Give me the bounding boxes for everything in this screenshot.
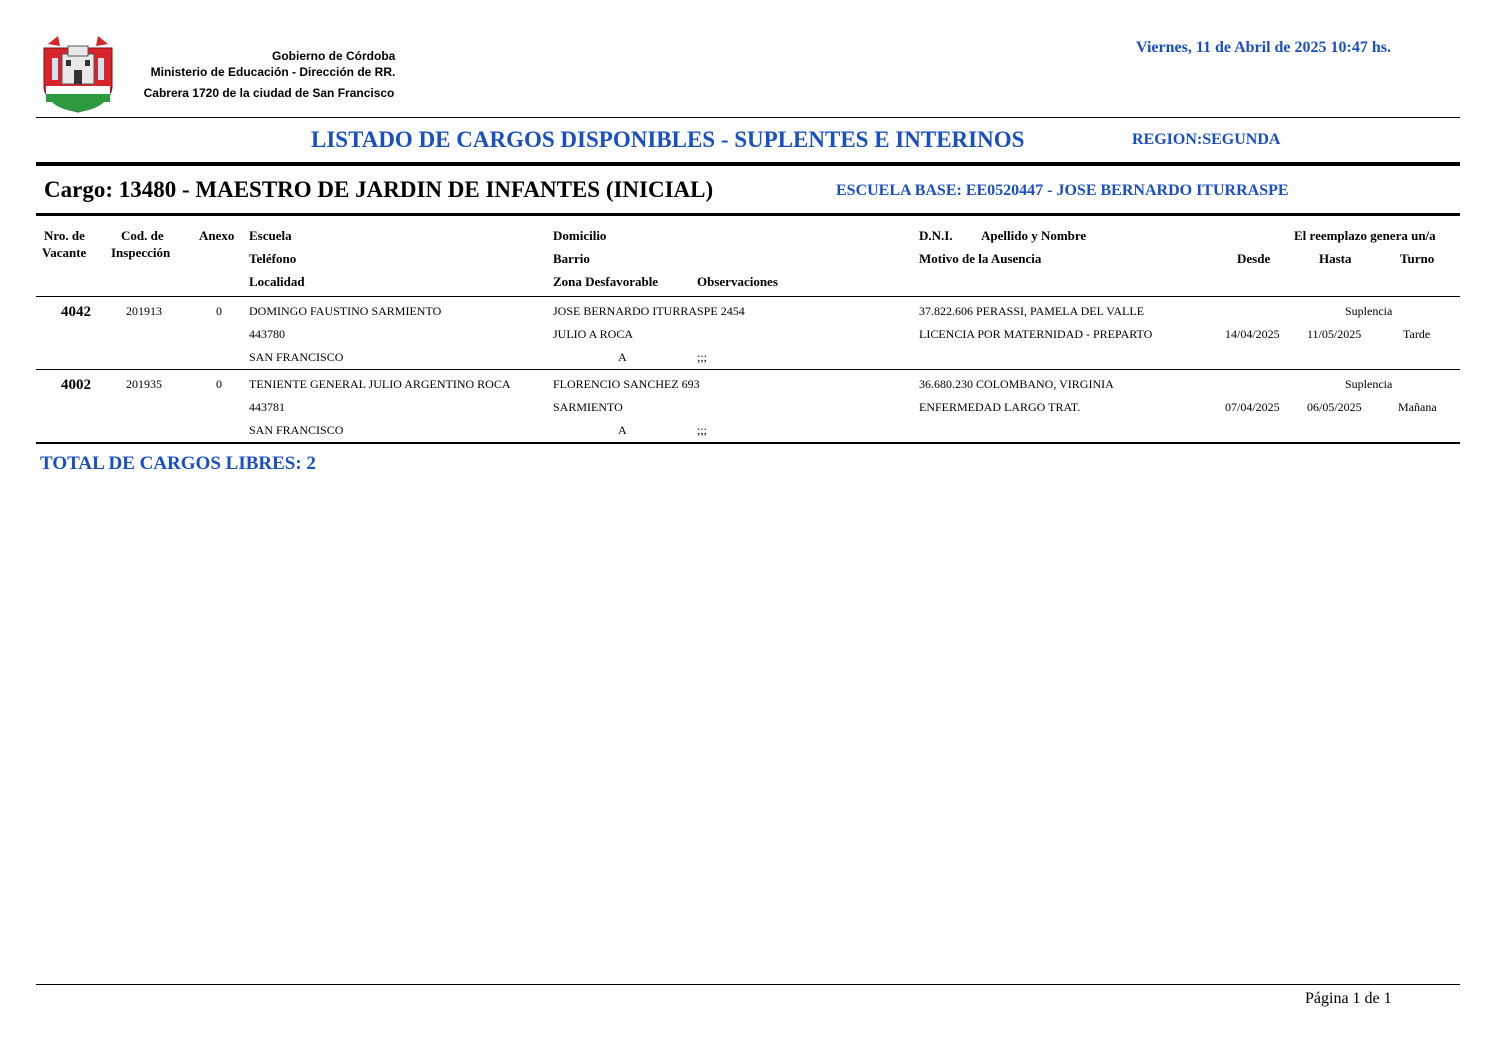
row-vacante: 4042 <box>61 304 91 320</box>
col-motivo: Motivo de la Ausencia <box>919 251 1042 266</box>
col-escuela: Escuela <box>249 228 292 243</box>
col-anexo: Anexo <box>199 228 235 243</box>
org-name: Gobierno de Córdoba <box>272 49 396 63</box>
row-tipo: Suplencia <box>1345 377 1393 391</box>
divider-cargo <box>36 213 1460 216</box>
row-hasta: 06/05/2025 <box>1307 400 1362 414</box>
row-observaciones: ;;; <box>697 350 708 364</box>
divider-row <box>36 369 1460 370</box>
region-label: REGION:SEGUNDA <box>1132 131 1281 148</box>
col-zona: Zona Desfavorable <box>553 274 659 289</box>
row-motivo: LICENCIA POR MATERNIDAD - PREPARTO <box>919 327 1153 341</box>
col-localidad: Localidad <box>249 274 305 289</box>
col-domicilio: Domicilio <box>553 228 607 243</box>
row-dni-nombre: 37.822.606 PERASSI, PAMELA DEL VALLE <box>919 304 1145 318</box>
divider-header <box>36 296 1460 297</box>
row-localidad: SAN FRANCISCO <box>249 423 344 437</box>
row-tipo: Suplencia <box>1345 304 1393 318</box>
row-domicilio: JOSE BERNARDO ITURRASPE 2454 <box>553 304 745 318</box>
row-zona: A <box>618 350 627 364</box>
row-barrio: JULIO A ROCA <box>553 327 634 341</box>
row-observaciones: ;;; <box>697 423 708 437</box>
row-telefono: 443780 <box>249 327 285 341</box>
col-hasta: Hasta <box>1319 251 1352 266</box>
row-anexo: 0 <box>216 377 222 391</box>
row-domicilio: FLORENCIO SANCHEZ 693 <box>553 377 700 391</box>
row-turno: Tarde <box>1403 327 1431 341</box>
row-escuela: TENIENTE GENERAL JULIO ARGENTINO ROCA <box>249 377 511 391</box>
row-cod-inspeccion: 201913 <box>126 304 162 318</box>
row-escuela: DOMINGO FAUSTINO SARMIENTO <box>249 304 442 318</box>
total-cargos-libres: TOTAL DE CARGOS LIBRES: 2 <box>40 453 316 474</box>
col-turno: Turno <box>1400 251 1435 266</box>
row-turno: Mañana <box>1398 400 1437 414</box>
row-telefono: 443781 <box>249 400 285 414</box>
row-hasta: 11/05/2025 <box>1307 327 1362 341</box>
divider-title <box>36 162 1460 166</box>
col-barrio: Barrio <box>553 251 590 266</box>
col-apellido: Apellido y Nombre <box>981 228 1087 243</box>
divider-table-end <box>36 442 1460 444</box>
divider-top <box>36 117 1460 118</box>
col-vacante: Vacante <box>42 245 87 260</box>
col-telefono: Teléfono <box>249 251 297 266</box>
divider-footer <box>36 984 1460 985</box>
row-cod-inspeccion: 201935 <box>126 377 162 391</box>
row-motivo: ENFERMEDAD LARGO TRAT. <box>919 400 1081 414</box>
report-title: LISTADO DE CARGOS DISPONIBLES - SUPLENTES E INTERINOS <box>311 127 1025 152</box>
row-anexo: 0 <box>216 304 222 318</box>
row-localidad: SAN FRANCISCO <box>249 350 344 364</box>
col-reemplazo: El reemplazo genera un/a <box>1294 228 1436 243</box>
org-ministry: Ministerio de Educación - Dirección de RR. <box>150 65 396 79</box>
cargo-heading: Cargo: 13480 - MAESTRO DE JARDIN DE INFANTES (INICIAL) <box>44 177 714 202</box>
col-desde: Desde <box>1237 251 1271 266</box>
row-dni-nombre: 36.680.230 COLOMBANO, VIRGINIA <box>919 377 1114 391</box>
page-number: Página 1 de 1 <box>1305 990 1392 1007</box>
row-desde: 07/04/2025 <box>1225 400 1280 414</box>
report-datetime: Viernes, 11 de Abril de 2025 10:47 hs. <box>1136 39 1391 56</box>
col-inspeccion: Inspección <box>111 245 171 260</box>
row-zona: A <box>618 423 627 437</box>
org-address: Cabrera 1720 de la ciudad de San Francisco <box>143 86 395 100</box>
row-vacante: 4002 <box>61 377 91 393</box>
coat-of-arms-logo <box>38 34 118 114</box>
col-nro-de: Nro. de <box>44 228 85 243</box>
row-desde: 14/04/2025 <box>1225 327 1280 341</box>
escuela-base: ESCUELA BASE: EE0520447 - JOSE BERNARDO ITURRASPE <box>836 182 1289 199</box>
col-cod-de: Cod. de <box>121 228 164 243</box>
col-observaciones: Observaciones <box>697 274 778 289</box>
row-barrio: SARMIENTO <box>553 400 623 414</box>
col-dni: D.N.I. <box>919 228 953 243</box>
